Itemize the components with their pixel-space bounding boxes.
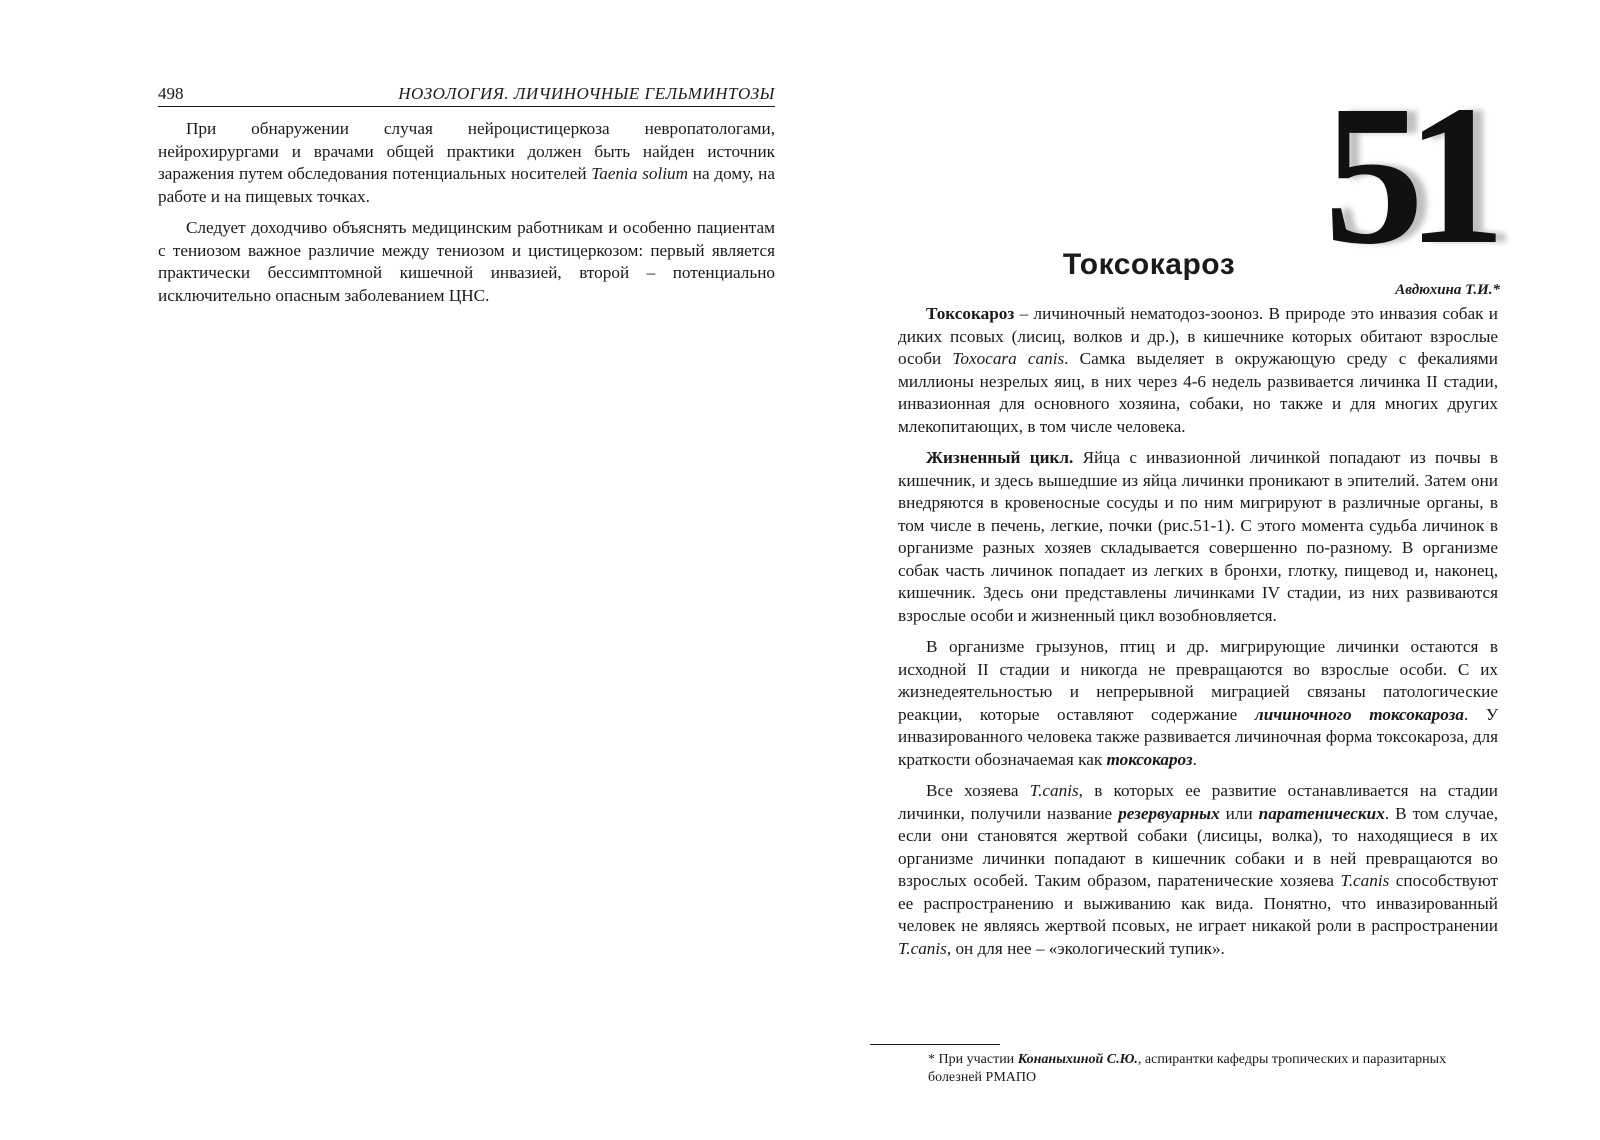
page-number: 498: [158, 84, 184, 103]
latin-term: T.canis: [1340, 871, 1390, 890]
paragraph: Токсокароз – личиночный нематодоз-зооноз. В природе это инвазия собак и диких псовых (лисиц, волков и др.), в кишечнике которых обитают взрослые особи Toxocara canis. Самка выделяет в окружающую среду с фекалиями миллионы незрелых яиц, в них через 4-6 недель развивается личинка II стадии, инвазионная для основного хозяина, собаки, но также и для многих других млекопитающих, в том числе человека.: [898, 304, 1498, 436]
paragraph: Жизненный цикл. Яйца с инвазионной личинкой попадают из почвы в кишечник, и здесь вышедшие из яйца личинки проникают в эпителий. Затем они внедряются в кровеносные сосуды и по ним мигрируют в различные органы, в том числе в печень, легкие, почки (рис.51-1). С этого момента судьба личинок в организме разных хозяев складывается совершенно по-разному. В организме собак часть личинок попадает из легких в бронхи, глотку, пищевод и, наконец, кишечник. Здесь они представлены личинками IV стадии, из них развиваются взрослые особи и жизненный цикл возобновляется.: [898, 448, 1498, 625]
running-head-title: НОЗОЛОГИЯ. ЛИЧИНОЧНЫЕ ГЕЛЬМИНТОЗЫ: [398, 84, 775, 103]
footnote: * При участии Конаныхиной С.Ю., аспирантки кафедры тропических и паразитарных болезней РМАПО: [928, 1052, 1447, 1085]
emphasis-term: Конаныхиной С.Ю.: [1017, 1052, 1138, 1067]
right-body-text: [898, 303, 1498, 969]
latin-term: Toxocara canis: [952, 349, 1065, 368]
paragraph: В организме грызунов, птиц и др. мигрирующие личинки остаются в исходной II стадии и никогда не превращаются во взрослые особи. С их жизнедеятельностью и непрерывной миграцией связаны патологические реакции, которые оставляют содержание личиночного токсокароза. У инвазированного человека также развивается личиночная форма токсокароза, для краткости обозначаемая как токсокароз.: [898, 637, 1498, 769]
term-bold: Токсокароз: [926, 304, 1015, 323]
left-body-text: [158, 118, 775, 316]
running-head: [158, 84, 775, 107]
latin-term: Taenia solium: [591, 164, 689, 183]
emphasis-term: паратенических: [1258, 803, 1385, 823]
chapter-number: 51: [1324, 65, 1488, 286]
latin-term: T.canis: [1029, 781, 1079, 800]
chapter-title: Токсокароз: [1062, 248, 1236, 281]
emphasis-term: личиночного токсокароза: [1254, 704, 1464, 724]
latin-term: T.canis: [898, 938, 947, 958]
right-page: [800, 0, 1600, 1140]
paragraph: При обнаружении случая нейроцистицеркоза невропатологами, нейрохирургами и врачами общей практики должен быть найден источник заражения путем обследования потенциальных носителей Taenia solium на дому, на работе и на пищевых точках.: [158, 119, 775, 206]
emphasis-term: резервуарных: [1118, 803, 1220, 823]
author: Авдюхина Т.И.*: [1395, 282, 1500, 298]
paragraph: Следует доходчиво объяснять медицинским работникам и особенно пациентам с тениозом важное различие между тениозом и цистицеркозом: первый является практически бессимптомной кишечной инвазией, второй – потенциально исключительно опасным заболеванием ЦНС.: [158, 218, 775, 305]
footnote-rule: [870, 1044, 1000, 1045]
emphasis-term: токсокароз: [1106, 749, 1193, 769]
paragraph: Все хозяева T.canis, в которых ее развитие останавливается на стадии личинки, получили название резервуарных или паратенических. В том случае, если они становятся жертвой собаки (лисицы, волка), то находящиеся в их организме личинки попадают в кишечник собаки и в ней превращаются во взрослых особей. Таким образом, паратенические хозяева T.canis способствуют ее распространению и выживанию как вида. Понятно, что инвазированный человек не являясь жертвой псовых, не играет никакой роли в распространении T.canis, он для нее – «экологический тупик».: [898, 781, 1498, 958]
section-heading: Жизненный цикл.: [926, 448, 1074, 467]
